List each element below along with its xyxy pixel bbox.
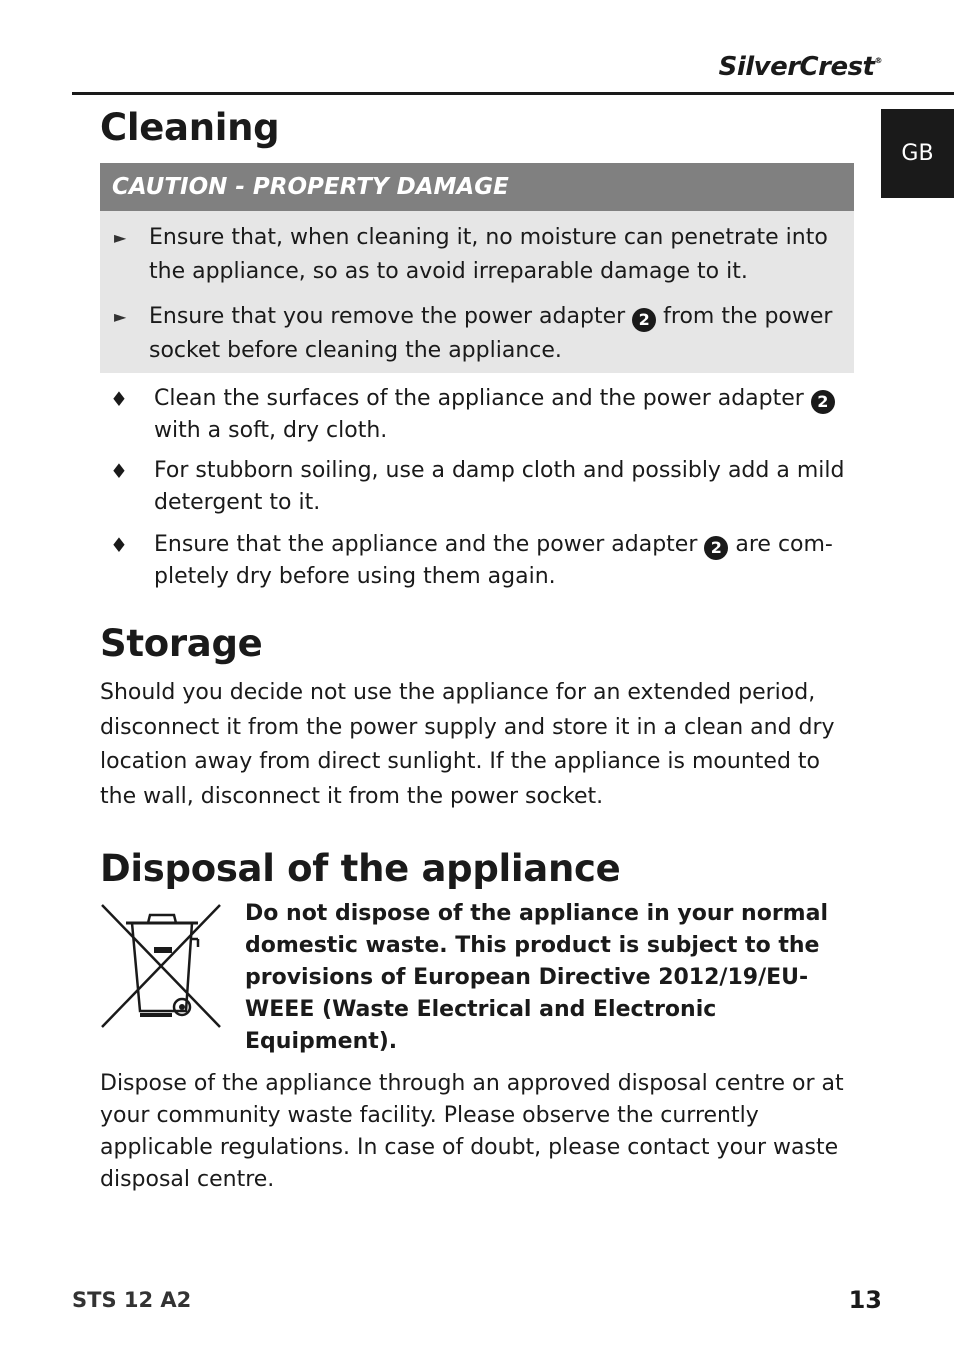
reference-number-icon: 2: [811, 390, 835, 414]
reference-number-icon: 2: [704, 536, 728, 560]
reference-number-icon: 2: [632, 308, 656, 332]
caution-heading: CAUTION - PROPERTY DAMAGE: [100, 163, 854, 211]
caution-item-text: [149, 300, 839, 368]
list-item-text: [154, 383, 854, 447]
list-text-part: Ensure that the appliance and the power adapter: [154, 532, 698, 557]
disposal-paragraph: Dispose of the appliance through an approved disposal centre or at your community waste facility. Please observe the currently applicable regulations. In case of doubt, please contact your waste disposal centre.: [100, 1071, 844, 1192]
list-text-part: with a soft, dry cloth.: [154, 418, 388, 443]
brand-name: SilverCrest: [718, 52, 875, 82]
crossed-out-wheelie-bin-icon: [100, 903, 224, 1031]
section-title-storage: Storage: [100, 622, 263, 665]
registered-mark: ®: [874, 56, 882, 65]
diamond-bullet-icon: ♦: [110, 459, 128, 483]
page-number: 13: [848, 1286, 882, 1314]
disposal-warning: Do not dispose of the appliance in your normal domestic waste. This product is subject to the provisions of European Directive 2012/19/EU-WEEE (Waste Electrical and Electronic Equipment).: [245, 901, 828, 1054]
section-title-cleaning: Cleaning: [100, 106, 280, 149]
arrow-bullet-icon: ►: [114, 307, 127, 326]
language-tab: GB: [881, 109, 954, 198]
caution-box: [100, 163, 854, 373]
storage-paragraph: Should you decide not use the appliance for an extended period, disconnect it from the power supply and store it in a clean and dry location away from direct sunlight. If the appliance is mounted to the wall, disconnect it from the power socket.: [100, 680, 835, 809]
header-rule: [72, 92, 954, 95]
caution-text-part: Ensure that you remove the power adapter: [149, 304, 626, 329]
diamond-bullet-icon: ♦: [110, 387, 128, 411]
section-title-disposal: Disposal of the appliance: [100, 847, 621, 890]
model-number: STS 12 A2: [72, 1288, 192, 1312]
list-item-text: For stubborn soiling, use a damp cloth and possibly add a mild detergent to it.: [154, 458, 845, 515]
brand-logo: [719, 52, 882, 82]
list-text-part: are com-pletely dry before using them again.: [154, 532, 833, 589]
list-item-text: [154, 529, 854, 593]
list-text-part: Clean the surfaces of the appliance and the power adapter: [154, 386, 804, 411]
caution-item-text: Ensure that, when cleaning it, no moisture can penetrate into the appliance, so as to avoid irreparable damage to it.: [149, 225, 828, 284]
diamond-bullet-icon: ♦: [110, 533, 128, 557]
arrow-bullet-icon: ►: [114, 228, 127, 247]
caution-text-part: from the power socket before cleaning the appliance.: [149, 304, 833, 363]
